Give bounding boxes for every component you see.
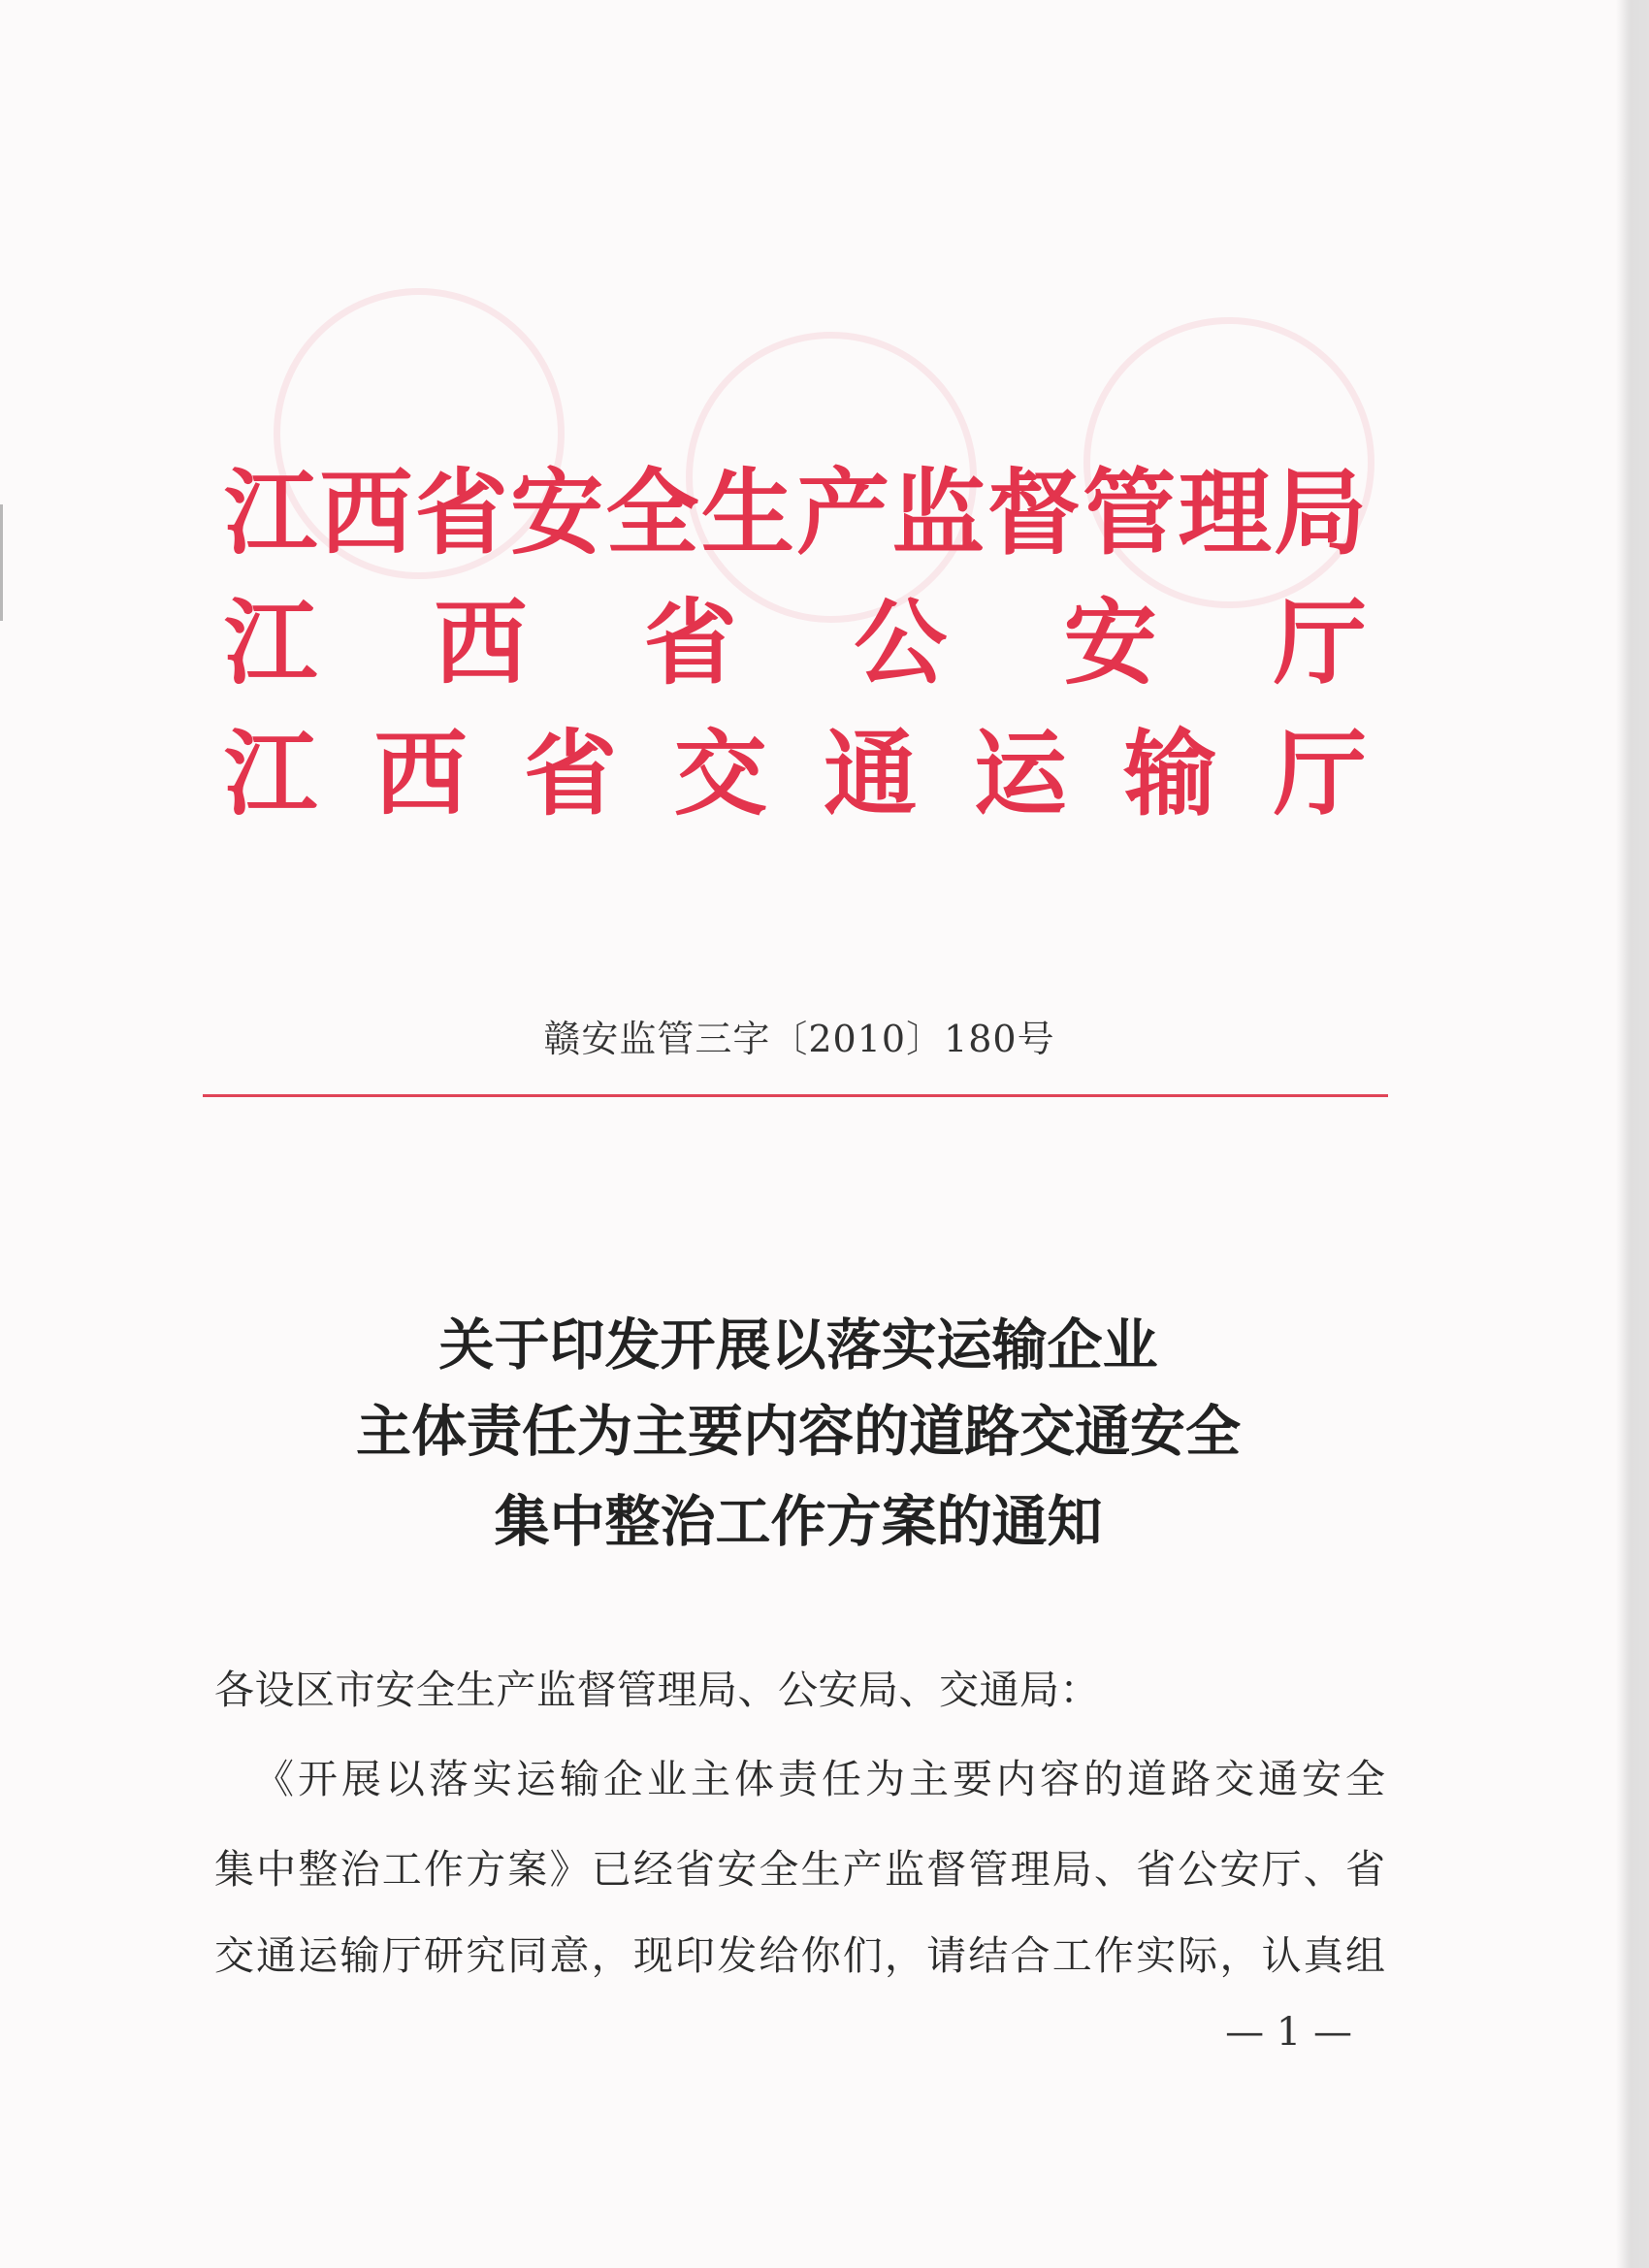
title-line: 主体责任为主要内容的道路交通安全 [356, 1399, 1241, 1464]
salutation: 各设区市安全生产监督管理局、公安局、交通局： [214, 1667, 1100, 1713]
red-separator-line [203, 1094, 1388, 1097]
scan-edge-mark [0, 504, 3, 621]
document-number: 赣安监管三字〔2010〕180号 [543, 1018, 1055, 1060]
title-line: 集中整治工作方案的通知 [494, 1489, 1103, 1554]
issuer-transport-dept: 江西省交通运输厅 [224, 719, 1367, 828]
issuer-safety-bureau: 江西省安全生产监督管理局 [224, 458, 1367, 567]
issuer-public-security-dept: 江西省公安厅 [224, 588, 1367, 697]
scan-edge-shadow [1616, 0, 1649, 2268]
page-number: — 1 — [1225, 2010, 1352, 2055]
body-line: 集中整治工作方案》已经省安全生产监督管理局、省公安厅、省 [214, 1846, 1385, 1893]
title-line: 关于印发开展以落实运输企业 [438, 1312, 1158, 1377]
body-line: 《开展以落实运输企业主体责任为主要内容的道路交通安全 [254, 1756, 1385, 1802]
body-line: 交通运输厅研究同意，现印发给你们，请结合工作实际，认真组 [214, 1932, 1385, 1979]
